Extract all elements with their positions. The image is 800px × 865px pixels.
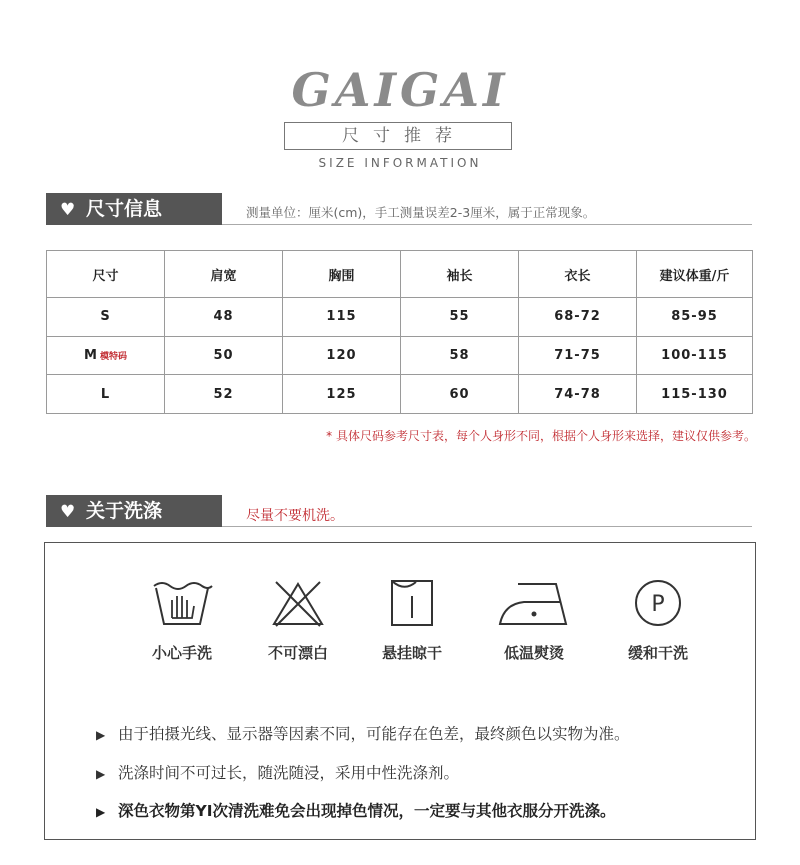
care-item-no-bleach xyxy=(248,578,348,663)
table-row xyxy=(47,336,753,375)
size-cell: S xyxy=(47,298,165,337)
wash-section-note: 尽量不要机洗。 xyxy=(246,508,344,524)
brand-title: GAIGAI xyxy=(291,63,509,117)
care-label: 悬挂晾干 xyxy=(381,644,442,662)
care-item-hand-wash xyxy=(132,578,232,663)
column-header: 衣长 xyxy=(519,251,637,298)
dry-clean-p-icon xyxy=(626,578,690,628)
table-cell: 115 xyxy=(283,298,401,337)
size-table xyxy=(46,250,753,414)
table-cell: 100-115 xyxy=(637,336,753,375)
heart-icon: ♥ xyxy=(60,200,76,220)
wash-section-tab xyxy=(46,495,222,527)
care-item-low-iron xyxy=(484,578,584,663)
column-header: 胸围 xyxy=(283,251,401,298)
table-row xyxy=(47,375,753,414)
size-section-tab xyxy=(46,193,222,225)
table-cell: 55 xyxy=(401,298,519,337)
care-label: 不可漂白 xyxy=(267,644,328,662)
size-section-note: 测量单位：厘米(cm)，手工测量误差2-3厘米，属于正常现象。 xyxy=(246,205,596,220)
wash-note-important: ▶ 深色衣物第YI次清洗难免会出现掉色情况，一定要与其他衣服分开洗涤。 xyxy=(96,802,616,820)
table-cell: 115-130 xyxy=(637,375,753,414)
low-iron-icon xyxy=(496,578,572,628)
table-cell: 120 xyxy=(283,336,401,375)
table-cell: 50 xyxy=(165,336,283,375)
table-cell: 52 xyxy=(165,375,283,414)
wash-section-title: 关于洗涤 xyxy=(86,500,163,522)
triangle-bullet-icon: ▶ xyxy=(96,805,106,819)
table-cell: 68-72 xyxy=(519,298,637,337)
size-footnote: * 具体尺码参考尺寸表，每个人身形不同，根据个人身形来选择，建议仅供参考。 xyxy=(326,429,756,443)
care-label: 缓和干洗 xyxy=(627,644,688,662)
table-cell: 125 xyxy=(283,375,401,414)
heart-icon: ♥ xyxy=(60,502,76,522)
model-size-tag: 模特码 xyxy=(99,352,127,363)
table-cell: 48 xyxy=(165,298,283,337)
column-header: 肩宽 xyxy=(165,251,283,298)
wash-note: ▶ 由于拍摄光线、显示器等因素不同，可能存在色差，最终颜色以实物为准。 xyxy=(96,725,630,743)
hang-dry-icon xyxy=(380,578,444,628)
triangle-bullet-icon: ▶ xyxy=(96,728,106,742)
triangle-bullet-icon: ▶ xyxy=(96,767,106,781)
table-cell: 85-95 xyxy=(637,298,753,337)
care-item-hang-dry xyxy=(362,578,462,663)
column-header: 尺寸 xyxy=(47,251,165,298)
care-label: 低温熨烫 xyxy=(503,644,564,662)
table-cell: 71-75 xyxy=(519,336,637,375)
size-section-divider xyxy=(222,224,752,225)
no-bleach-icon xyxy=(266,578,330,628)
subtitle-cn: 尺寸推荐 xyxy=(284,122,512,150)
table-header-row xyxy=(47,251,753,298)
care-item-dry-clean xyxy=(608,578,708,663)
size-cell: M 模特码 xyxy=(47,336,165,375)
wash-note: ▶ 洗涤时间不可过长，随洗随浸，采用中性洗涤剂。 xyxy=(96,764,460,782)
care-label: 小心手洗 xyxy=(151,644,212,662)
size-cell: L xyxy=(47,375,165,414)
svg-text:P: P xyxy=(651,592,665,617)
table-cell: 74-78 xyxy=(519,375,637,414)
subtitle-en: SIZE INFORMATION xyxy=(318,156,482,170)
table-cell: 60 xyxy=(401,375,519,414)
wash-section-divider xyxy=(222,526,752,527)
table-row xyxy=(47,298,753,337)
size-section-title: 尺寸信息 xyxy=(86,198,163,220)
hand-wash-icon xyxy=(150,578,214,628)
column-header: 袖长 xyxy=(401,251,519,298)
table-cell: 58 xyxy=(401,336,519,375)
column-header: 建议体重/斤 xyxy=(637,251,753,298)
